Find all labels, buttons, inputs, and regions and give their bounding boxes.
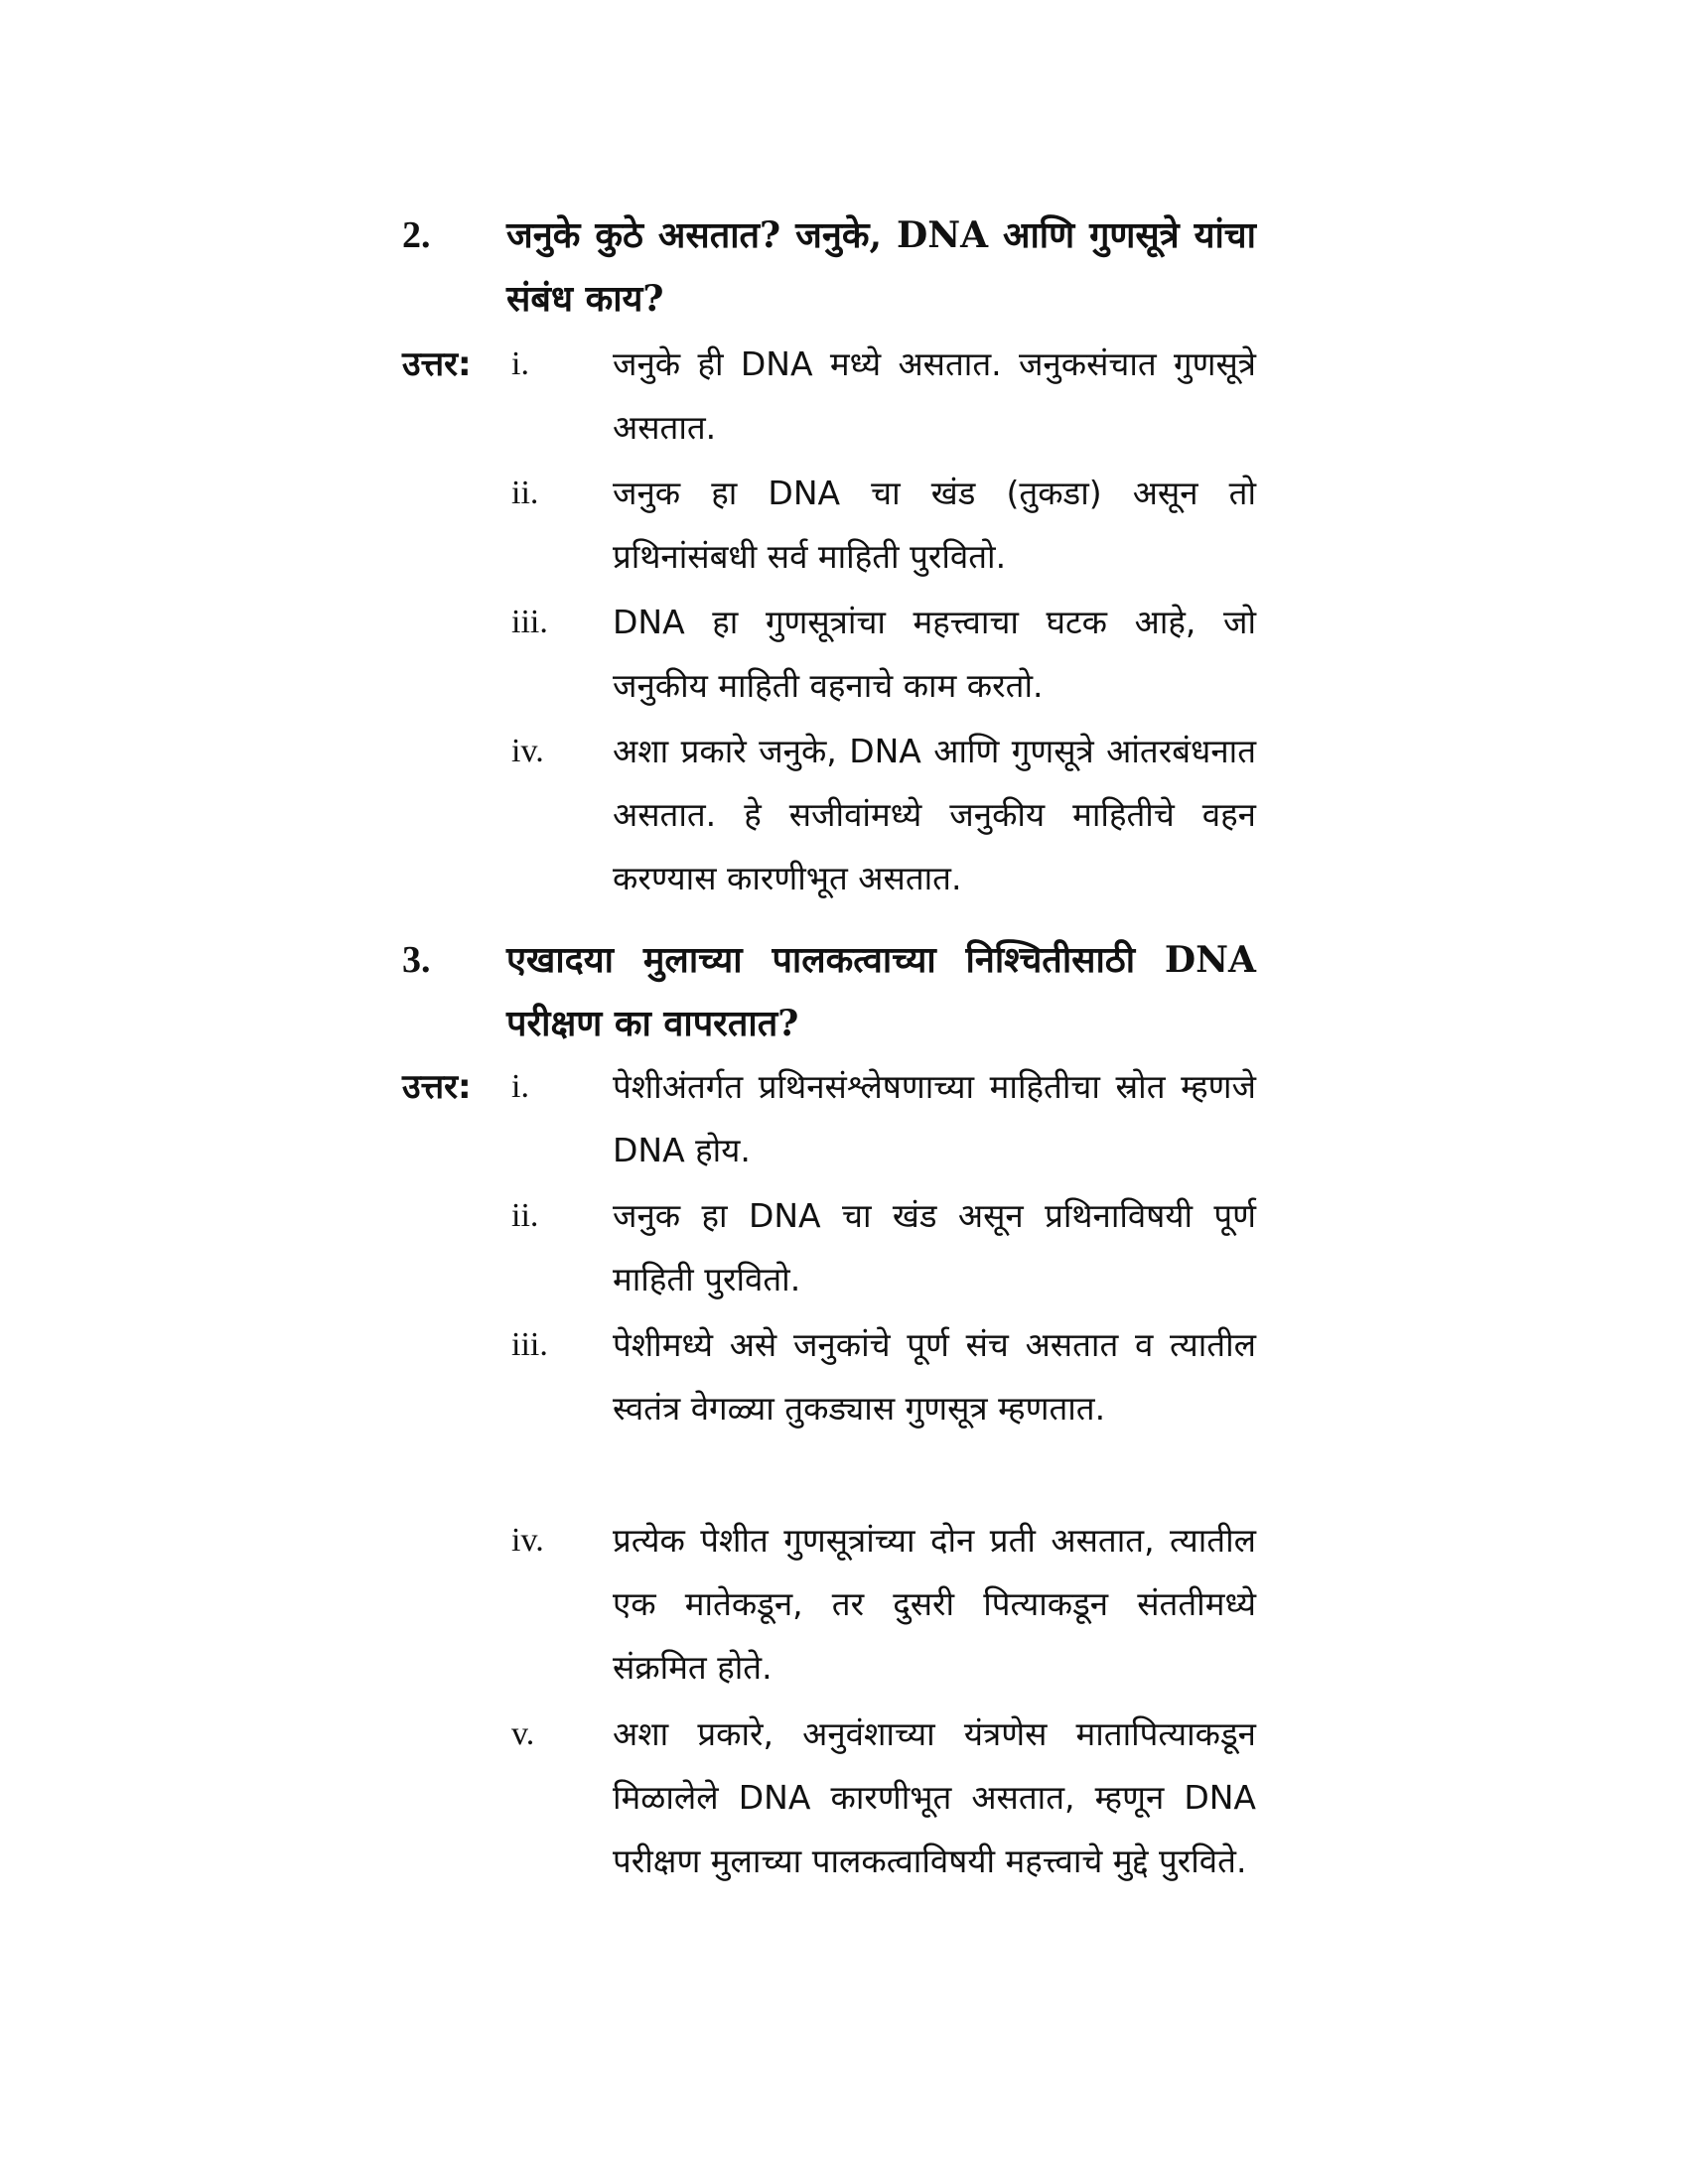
answer-text: अशा प्रकारे जनुके, DNA आणि गुणसूत्रे आंतरबंधनात असतात. हे सजीवांमध्ये जनुकीय माहितीचे वहन करण्यास कारणीभूत असतात. xyxy=(613,732,1256,897)
question-text: जनुके कुठे असतात? जनुके, DNA आणि गुणसूत्रे यांचा संबंध काय? xyxy=(506,214,1256,320)
answer-label: उत्तर: xyxy=(402,1067,472,1107)
answer-text: अशा प्रकारे, अनुवंशाच्या यंत्रणेस मातापित्याकडून मिळालेले DNA कारणीभूत असतात, म्हणून DNA परीक्षण मुलाच्या पालकत्वाविषयी महत्त्वाचे मुद्दे पुरविते. xyxy=(613,1714,1256,1880)
question-number: 2. xyxy=(402,214,431,256)
answer-text: पेशीमध्ये असे जनुकांचे पूर्ण संच असतात व त्यातील स्वतंत्र वेगळ्या तुकड्यास गुणसूत्र म्हणतात. xyxy=(613,1325,1256,1428)
answer-text: प्रत्येक पेशीत गुणसूत्रांच्या दोन प्रती असतात, त्यातील एक मातेकडून, तर दुसरी पित्याकडून संततीमध्ये संक्रमित होते. xyxy=(613,1521,1256,1687)
answer-number: iii. xyxy=(511,604,548,640)
answer-text: पेशीअंतर्गत प्रथिनसंश्लेषणाच्या माहितीचा स्रोत म्हणजे DNA होय. xyxy=(613,1067,1256,1169)
answer-text: DNA हा गुणसूत्रांचा महत्त्वाचा घटक आहे, जो जनुकीय माहिती वहनाचे काम करतो. xyxy=(613,603,1256,705)
answer-text: जनुक हा DNA चा खंड (तुकडा) असून तो प्रथिनांसंबधी सर्व माहिती पुरवितो. xyxy=(613,474,1256,576)
answer-number: ii. xyxy=(511,475,539,511)
answer-number: iii. xyxy=(511,1326,548,1363)
answer-label: उत्तर: xyxy=(402,344,472,384)
answer-number: v. xyxy=(511,1715,535,1752)
answer-number: iv. xyxy=(511,1522,544,1559)
answer-text: जनुके ही DNA मध्ये असतात. जनुकसंचात गुणसूत्रे असतात. xyxy=(613,344,1256,447)
answer-number: i. xyxy=(511,345,529,382)
answer-number: i. xyxy=(511,1068,529,1105)
question-number: 3. xyxy=(402,939,431,981)
answer-text: जनुक हा DNA चा खंड असून प्रथिनाविषयी पूर्ण माहिती पुरवितो. xyxy=(613,1196,1256,1298)
answer-number: iv. xyxy=(511,733,544,769)
answer-number: ii. xyxy=(511,1197,539,1234)
question-text: एखादया मुलाच्या पालकत्वाच्या निश्चितीसाठी DNA परीक्षण का वापरतात? xyxy=(506,939,1256,1044)
